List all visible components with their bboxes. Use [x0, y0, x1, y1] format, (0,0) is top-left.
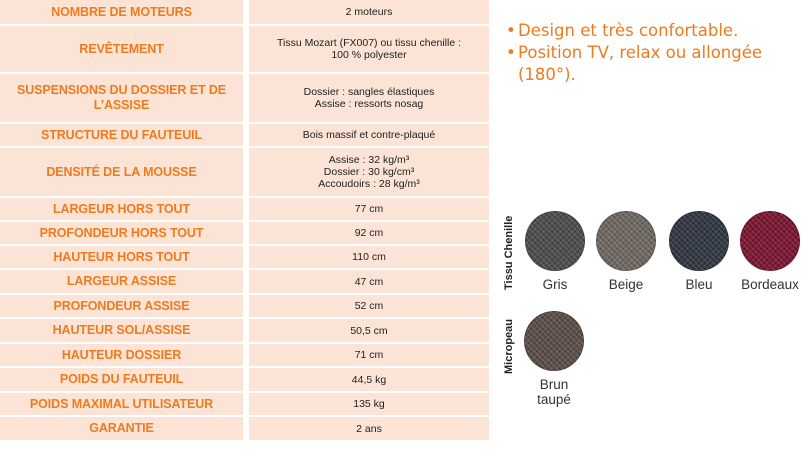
spec-row — [0, 393, 489, 417]
spec-row — [0, 246, 489, 270]
spec-row — [0, 148, 489, 198]
spec-value: 135 kg — [353, 398, 385, 410]
feature-item: • Position TV, relax ou allongée (180°). — [506, 42, 810, 86]
spec-label: PROFONDEUR ASSISE — [53, 298, 190, 313]
spec-value: 2 moteurs — [345, 6, 393, 18]
spec-row — [0, 26, 489, 74]
swatch-circle — [740, 211, 800, 271]
spec-row — [0, 295, 489, 319]
spec-label: POIDS MAXIMAL UTILISATEUR — [29, 396, 214, 411]
spec-row — [0, 319, 489, 344]
spec-value: 71 cm — [354, 349, 384, 361]
spec-label: LARGEUR ASSISE — [66, 274, 177, 288]
spec-value: 92 cm — [354, 227, 384, 239]
swatch-circle — [669, 211, 729, 271]
chenille-group-label: Tissu Chenille — [503, 215, 515, 290]
spec-label: HAUTEUR DOSSIER — [61, 347, 182, 362]
swatch-label: Bordeaux — [741, 277, 799, 292]
swatch-circle — [524, 311, 584, 371]
spec-label: PROFONDEUR HORS TOUT — [39, 225, 204, 240]
spec-row — [0, 222, 489, 246]
spec-value: 47 cm — [354, 275, 384, 288]
spec-value: 2 ans — [356, 422, 382, 435]
spec-row — [0, 417, 489, 442]
swatch-circle — [525, 211, 585, 271]
swatch-brun-taupe[interactable] — [519, 311, 589, 407]
swatch-label: Brun taupé — [537, 377, 571, 407]
swatch-bordeaux[interactable] — [735, 211, 805, 292]
spec-label: DENSITÉ DE LA MOUSSE — [46, 164, 197, 179]
spec-label: STRUCTURE DU FAUTEUIL — [40, 127, 203, 142]
swatch-label: Bleu — [685, 277, 713, 292]
spec-row — [0, 198, 489, 222]
spec-value: 44,5 kg — [351, 373, 387, 386]
spec-value: Assise : 32 kg/m³ Dossier : 30 kg/cm³ Accoudoirs : 28 kg/m³ — [318, 154, 420, 190]
spec-value: 110 cm — [352, 251, 386, 263]
feature-item: • Design et très confortable. — [506, 20, 810, 42]
swatch-gris[interactable] — [520, 211, 590, 292]
spec-row — [0, 270, 489, 295]
feature-list — [506, 20, 810, 86]
spec-label: POIDS DU FAUTEUIL — [59, 372, 184, 386]
spec-row — [0, 368, 489, 393]
spec-value: 50,5 cm — [350, 324, 388, 337]
spec-row — [0, 0, 489, 26]
spec-row — [0, 74, 489, 124]
swatch-label: Gris — [542, 277, 568, 292]
swatch-circle — [596, 211, 656, 271]
micropeau-group-label: Micropeau — [503, 318, 515, 374]
spec-label: HAUTEUR SOL/ASSISE — [52, 323, 191, 337]
swatch-beige[interactable] — [591, 211, 661, 292]
swatch-bleu[interactable] — [664, 211, 734, 292]
spec-value: Tissu Mozart (FX007) ou tissu chenille : 100 % polyester — [276, 37, 461, 61]
spec-row — [0, 344, 489, 368]
spec-label: SUSPENSIONS DU DOSSIER ET DE L’ASSISE — [16, 83, 227, 112]
spec-label: GARANTIE — [89, 421, 154, 435]
spec-label: LARGEUR HORS TOUT — [53, 201, 190, 216]
swatch-label: Beige — [608, 277, 644, 292]
spec-label: NOMBRE DE MOTEURS — [51, 4, 192, 19]
spec-label: REVÊTEMENT — [79, 41, 164, 56]
spec-row — [0, 124, 489, 148]
spec-value: Bois massif et contre-plaqué — [302, 129, 436, 141]
spec-value: Dossier : sangles élastiques Assise : ressorts nosag — [303, 86, 435, 110]
spec-value: 77 cm — [354, 203, 384, 215]
spec-label: HAUTEUR HORS TOUT — [53, 249, 190, 264]
spec-value: 52 cm — [354, 300, 384, 312]
